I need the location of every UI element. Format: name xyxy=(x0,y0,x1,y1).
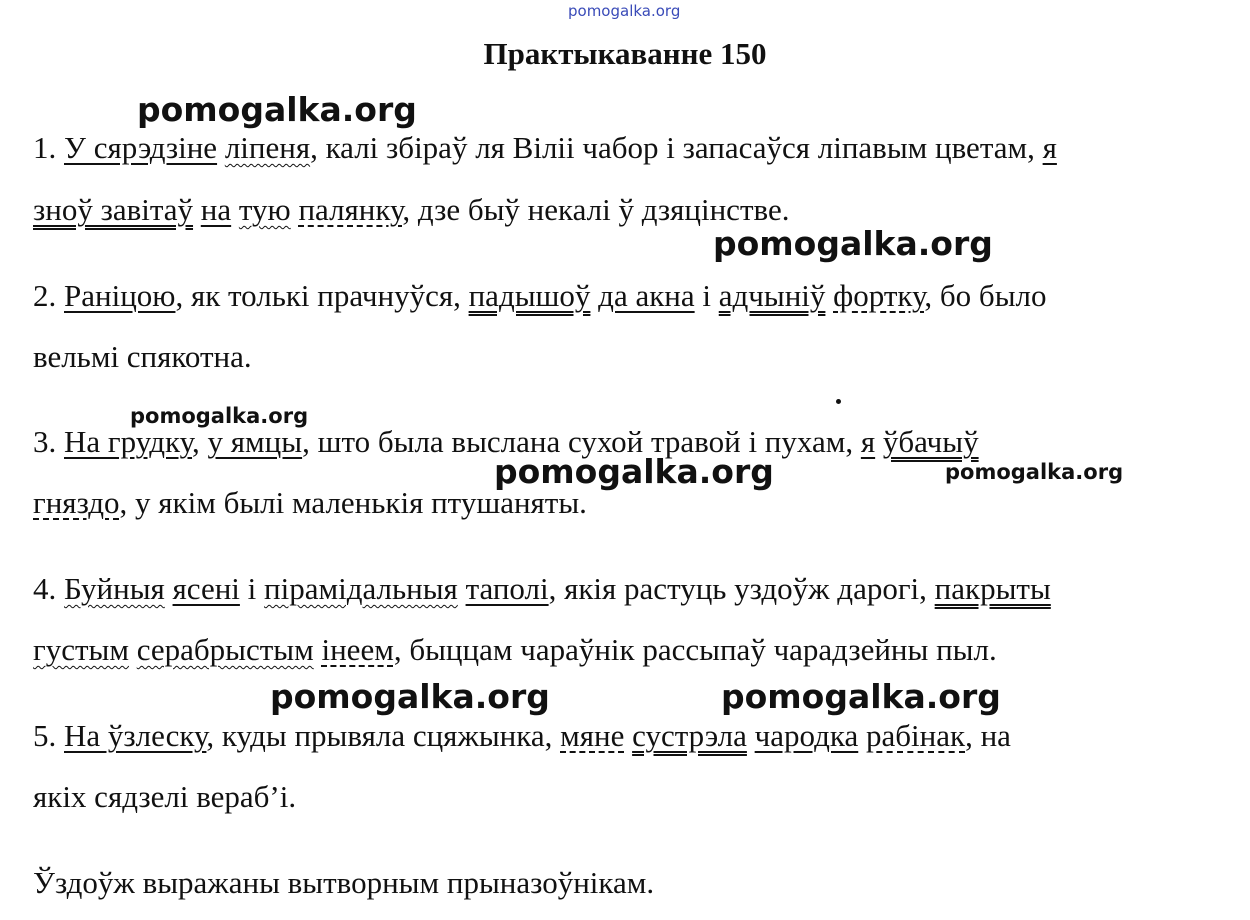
attribute: серабрыстым xyxy=(136,632,314,667)
object: гняздо xyxy=(33,485,120,520)
preposition: на xyxy=(200,192,232,227)
text: і xyxy=(694,278,719,313)
text: 4. xyxy=(33,571,64,606)
watermark: pomogalka.org xyxy=(945,460,1124,484)
text xyxy=(858,718,866,753)
watermark-top: pomogalka.org xyxy=(568,2,681,20)
predicate: сустрэла xyxy=(632,718,747,753)
sentence-2-line-1 xyxy=(33,278,1047,314)
conclusion: Ўздоўж выражаны вытворным прыназоўнікам. xyxy=(33,865,655,900)
sentence-5-line-1 xyxy=(33,718,1011,754)
text xyxy=(458,571,466,606)
text: , xyxy=(192,424,208,459)
subject: чародка xyxy=(754,718,859,753)
object: інеем xyxy=(321,632,394,667)
text xyxy=(129,632,137,667)
watermark: pomogalka.org xyxy=(137,90,417,129)
text xyxy=(165,571,173,606)
sentence-3-line-2 xyxy=(33,485,587,521)
adverbial: да акна xyxy=(598,278,695,313)
text: 2. xyxy=(33,278,64,313)
sentence-1-line-1 xyxy=(33,130,1057,166)
text: , у якім былі маленькія птушаняты. xyxy=(119,485,587,520)
text xyxy=(590,278,598,313)
sentence-5-line-2: якіх сядзелі вераб’і. xyxy=(33,779,297,814)
text xyxy=(875,424,883,459)
watermark: pomogalka.org xyxy=(721,677,1001,716)
adverbial: На ўзлеску xyxy=(64,718,207,753)
predicate: пакрыты xyxy=(934,571,1051,606)
watermark: pomogalka.org xyxy=(270,677,550,716)
text: , быццам чараўнік рассыпаў чарадзейны пыл. xyxy=(393,632,997,667)
subject: таполі xyxy=(465,571,549,606)
page-title: Практыкаванне 150 xyxy=(483,36,767,71)
predicate: ўбачыў xyxy=(882,424,979,459)
text xyxy=(193,192,201,227)
text xyxy=(231,192,239,227)
text: , дзе быў некалі ў дзяцінстве. xyxy=(402,192,790,227)
subject: ясені xyxy=(172,571,240,606)
sentence-3-line-1 xyxy=(33,424,979,460)
text xyxy=(747,718,755,753)
watermark: pomogalka.org xyxy=(130,404,309,428)
speck xyxy=(836,399,841,404)
text: , куды прывяла сцяжынка, xyxy=(206,718,561,753)
text xyxy=(624,718,632,753)
text: 1. xyxy=(33,130,64,165)
attribute: густым xyxy=(33,632,129,667)
text: 5. xyxy=(33,718,64,753)
object: рабінак xyxy=(866,718,966,753)
object: палянку xyxy=(298,192,403,227)
attribute: пірамідальныя xyxy=(264,571,458,606)
text: , бо было xyxy=(924,278,1047,313)
predicate: адчыніў xyxy=(718,278,826,313)
subject: я xyxy=(860,424,876,459)
watermark: pomogalka.org xyxy=(713,224,993,263)
attribute: ліпеня xyxy=(224,130,311,165)
sentence-4-line-2 xyxy=(33,632,997,668)
text: і xyxy=(239,571,265,606)
sentence-2-line-2: вельмі спякотна. xyxy=(33,339,252,374)
sentence-4-line-1 xyxy=(33,571,1051,607)
adverbial: Раніцою xyxy=(64,278,176,313)
text: 3. xyxy=(33,424,64,459)
adverbial: На грудку xyxy=(64,424,193,459)
attribute: тую xyxy=(238,192,291,227)
sentence-1-line-2 xyxy=(33,192,789,228)
text: , якія растуць уздоўж дарогі, xyxy=(548,571,935,606)
text: , калі збіраў ля Віліі чабор і запасаўся ліпавым цветам, xyxy=(310,130,1043,165)
text: , на xyxy=(965,718,1011,753)
text: , як толькі прачнуўся, xyxy=(175,278,469,313)
object: мяне xyxy=(560,718,625,753)
text: , што была выслана сухой травой і пухам, xyxy=(302,424,861,459)
adverbial: у ямцы xyxy=(207,424,303,459)
adverbial: У сярэдзіне xyxy=(64,130,218,165)
subject: я xyxy=(1042,130,1057,165)
text xyxy=(217,130,225,165)
text xyxy=(825,278,833,313)
attribute: Буйныя xyxy=(64,571,165,606)
predicate: зноў завітаў xyxy=(33,192,194,227)
watermark: pomogalka.org xyxy=(494,452,774,491)
predicate: падышоў xyxy=(468,278,591,313)
object: фортку xyxy=(833,278,925,313)
